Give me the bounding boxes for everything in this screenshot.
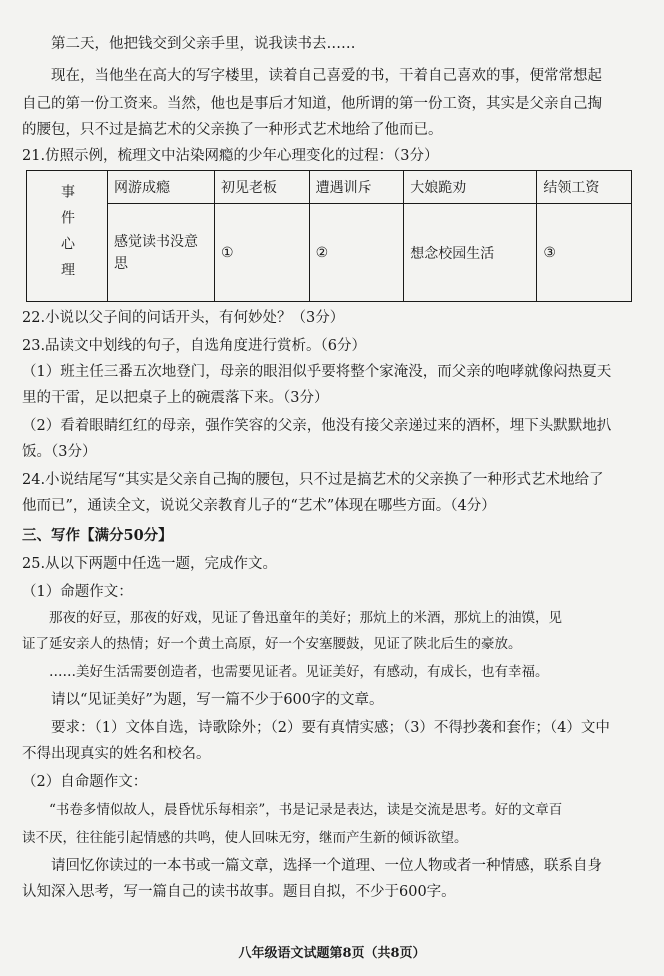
table-event-cell: 初见老板 [215,171,310,204]
topic-1-line: ……美好生活需要创造者，也需要见证者。见证美好，有感动，有成长，也有幸福。 [22,664,549,680]
table-feeling-cell: 想念校园生活 [404,204,537,302]
question-24: 24.小说结尾写“其实是父亲自己掏的腰包，只不过是搞艺术的父亲换了一种形式艺术地给了 [22,472,604,488]
table-event-cell: 网游成瘾 [108,171,215,204]
question-23-item: 里的干雷，足以把桌子上的碗震落下来。（3分） [22,390,329,406]
table-row-header: 事件心理 [27,171,108,302]
topic-1-line: 证了延安亲人的热情；好一个黄土高原，好一个安塞腰鼓，见证了陕北后生的豪放。 [22,636,522,652]
paragraph-line: 现在，当他坐在高大的写字楼里，读着自己喜爱的书，干着自己喜欢的事，便常常想起 [22,68,602,84]
paragraph-line: 的腰包，只不过是搞艺术的父亲换了一种形式艺术地给了他而已。 [22,122,443,138]
topic-1-line: 不得出现真实的姓名和校名。 [22,746,211,762]
question-22: 22.小说以父子间的问话开头，有何妙处？（3分） [22,310,345,326]
question-23-item: （1）班主任三番五次地登门，母亲的眼泪似乎要将整个家淹没，而父亲的咆哮就像闷热夏天 [22,364,612,380]
table-answer-blank-1[interactable]: ① [215,204,310,302]
topic-2-line: 认知深入思考，写一篇自己的读书故事。题目自拟，不少于600字。 [22,884,456,900]
question-21: 21.仿照示例，梳理文中沾染网瘾的少年心理变化的过程：（3分） [22,148,439,164]
topic-2-line: “书卷多情似故人，晨昏忧乐每相亲”，书是记录是表达，读是交流是思考。好的文章百 [22,802,563,818]
topic-2-line: 请回忆你读过的一本书或一篇文章，选择一个道理、一位人物或者一种情感，联系自身 [22,858,602,874]
table-event-cell: 遭遇训斥 [309,171,404,204]
paragraph-line: 第二天，他把钱交到父亲手里，说我读书去…… [22,36,356,52]
question-23-item: （2）看着眼睛红红的母亲，强作笑容的父亲，他没有接父亲递过来的酒杯，埋下头默默地扒 [22,418,612,434]
question-23-item: 饭。（3分） [22,444,97,460]
topic-1-line: 要求：（1）文体自选，诗歌除外；（2）要有真情实感；（3）不得抄袭和套作；（4）文中 [22,720,610,736]
psychology-change-table [26,170,632,302]
topic-2-label: （2）自命题作文： [22,774,148,790]
topic-1-line: 请以“见证美好”为题，写一篇不少于600字的文章。 [22,692,384,708]
question-24: 他而已”，通读全文，说说父亲教育儿子的“艺术”体现在哪些方面。（4分） [22,498,496,514]
section-title: 三、写作【满分50分】 [22,527,173,544]
table-event-cell: 结领工资 [537,171,632,204]
paragraph-line: 自己的第一份工资来。当然，他也是事后才知道，他所谓的第一份工资，其实是父亲自己掏 [22,96,602,112]
question-23: 23.品读文中划线的句子，自选角度进行赏析。（6分） [22,338,367,354]
table-event-cell: 大娘跪劝 [404,171,537,204]
page-footer: 八年级语文试题第8页（共8页） [238,946,426,961]
question-25: 25.从以下两题中任选一题，完成作文。 [22,556,278,572]
table-answer-blank-3[interactable]: ③ [537,204,632,302]
table-answer-blank-2[interactable]: ② [309,204,404,302]
topic-2-line: 读不厌，往往能引起情感的共鸣，使人回味无穷，继而产生新的倾诉欲望。 [22,830,468,846]
topic-1-label: （1）命题作文： [22,584,133,600]
table-feeling-cell: 感觉读书没意思 [108,204,215,302]
topic-1-line: 那夜的好豆，那夜的好戏，见证了鲁迅童年的美好；那炕上的米酒，那炕上的油馍，见 [22,610,562,626]
